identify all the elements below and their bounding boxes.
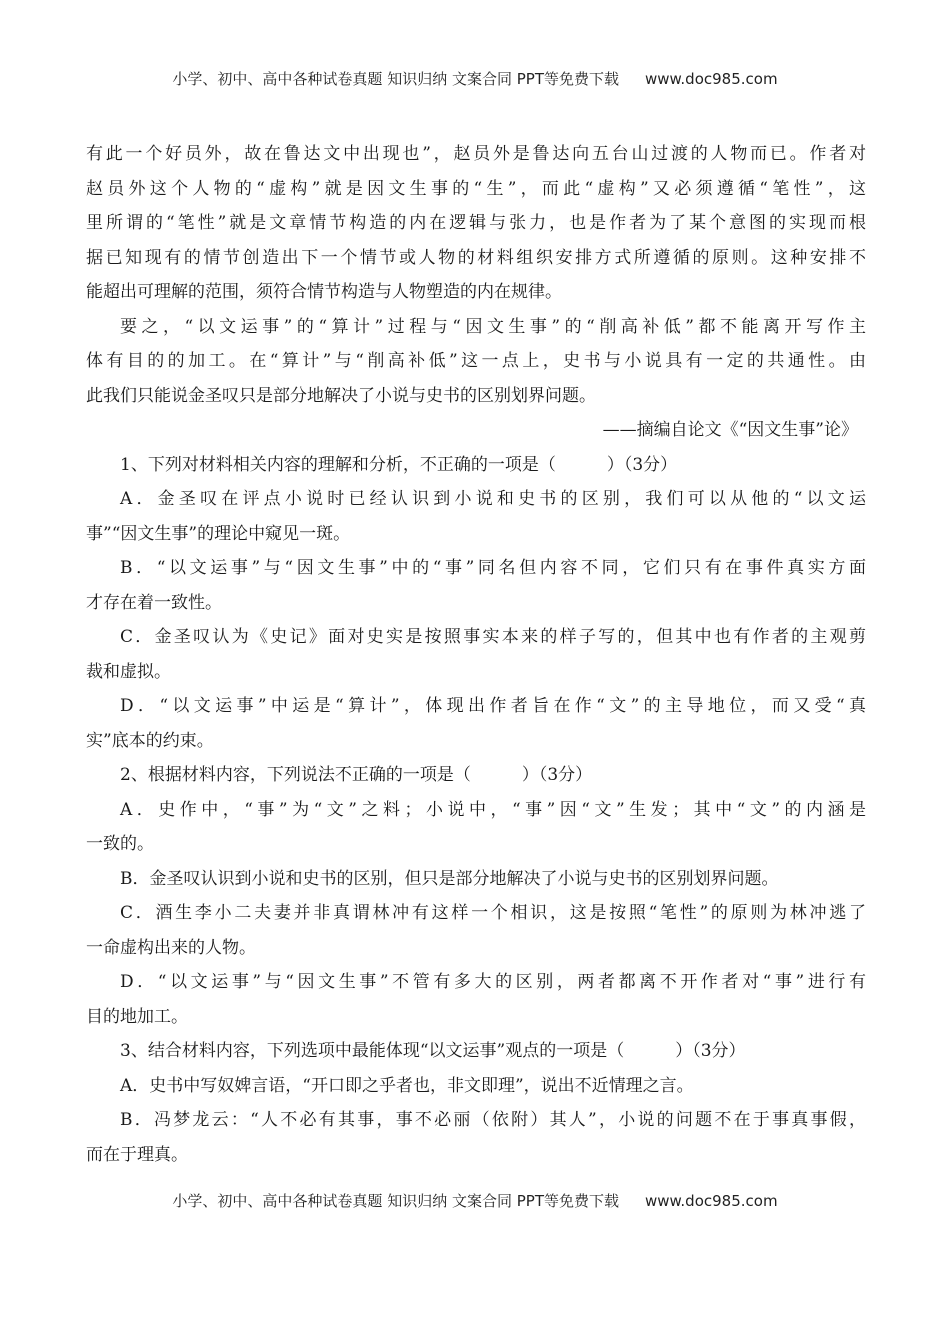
question-1-option-c-cont: 裁和虚拟。 [86,661,171,682]
question-1-option-b: B．“以文运事”与“因文生事”中的“事”同名但内容不同，它们只有在事件真实方面 [120,558,866,578]
question-2-option-c: C．酒生李小二夫妻并非真谓林冲有这样一个相识，这是按照“笔性”的原则为林冲逃了 [120,903,866,923]
passage-line: 要之，“以文运事”的“算计”过程与“因文生事”的“削高补低”都不能离开写作主 [120,316,866,337]
question-1-option-a: A．金圣叹在评点小说时已经认识到小说和史书的区别，我们可以从他的“以文运 [120,489,866,509]
passage-line: 有此一个好员外，故在鲁达文中出现也”，赵员外是鲁达向五台山过渡的人物而已。作者对 [86,144,866,164]
question-2-option-b: B．金圣叹认识到小说和史书的区别，但只是部分地解决了小说与史书的区别划界问题。 [120,868,779,889]
question-1-stem: 1、下列对材料相关内容的理解和分析，不正确的一项是（ ）（3分） [120,454,678,475]
question-3-stem: 3、结合材料内容，下列选项中最能体现“以文运事”观点的一项是（ ）（3分） [120,1041,746,1061]
passage-source: ——摘编自论文《“因文生事”论》 [602,420,858,440]
page-header [0,68,950,89]
passage-line: 里所谓的“笔性”就是文章情节构造的内在逻辑与张力，也是作者为了某个意图的实现而根 [86,213,866,233]
footer-text: 小学、初中、高中各种试卷真题 知识归纳 文案合同 PPT等免费下载 [172,1192,619,1210]
question-2-stem: 2、根据材料内容，下列说法不正确的一项是（ ）（3分） [120,765,593,785]
question-3-option-a: A．史书中写奴婢言语，“开口即之乎者也，非文即理”，说出不近情理之言。 [120,1075,694,1096]
question-3-option-b: B．冯梦龙云：“人不必有其事，事不必丽（依附）其人”，小说的问题不在于事真事假， [120,1110,866,1130]
passage-line: 体有目的的加工。在“算计”与“削高补低”这一点上，史书与小说具有一定的共通性。由 [86,351,866,371]
passage-line: 赵员外这个人物的“虚构”就是因文生事的“生”，而此“虚构”又必须遵循“笔性”，这 [86,178,866,199]
passage-line: 此我们只能说金圣叹只是部分地解决了小说与史书的区别划界问题。 [86,385,596,406]
document-body [86,137,866,1172]
header-text: 小学、初中、高中各种试卷真题 知识归纳 文案合同 PPT等免费下载 [172,70,619,88]
question-1-option-d-cont: 实”底本的约束。 [86,730,214,751]
header-url: www.doc985.com [644,70,778,88]
question-2-option-d: D．“以文运事”与“因文生事”不管有多大的区别，两者都离不开作者对“事”进行有 [120,972,866,992]
page-footer [0,1190,950,1211]
passage-line: 据已知现有的情节创造出下一个情节或人物的材料组织安排方式所遵循的原则。这种安排不 [86,247,866,268]
question-2-option-c-cont: 一命虚构出来的人物。 [86,937,256,958]
question-1-option-b-cont: 才存在着一致性。 [86,592,222,613]
question-2-option-a-cont: 一致的。 [86,834,154,854]
question-1-option-d: D．“以文运事”中运是“算计”，体现出作者旨在作“文”的主导地位，而又受“真 [120,696,866,716]
footer-url: www.doc985.com [644,1192,778,1210]
passage-line: 能超出可理解的范围，须符合情节构造与人物塑造的内在规律。 [86,282,562,302]
question-1-option-c: C．金圣叹认为《史记》面对史实是按照事实本来的样子写的，但其中也有作者的主观剪 [120,627,866,647]
question-2-option-d-cont: 目的地加工。 [86,1006,188,1027]
question-1-option-a-cont: 事”“因文生事”的理论中窥见一斑。 [86,523,351,544]
question-3-option-b-cont: 而在于理真。 [86,1144,188,1165]
question-2-option-a: A．史作中，“事”为“文”之料；小说中，“事”因“文”生发；其中“文”的内涵是 [120,799,866,820]
